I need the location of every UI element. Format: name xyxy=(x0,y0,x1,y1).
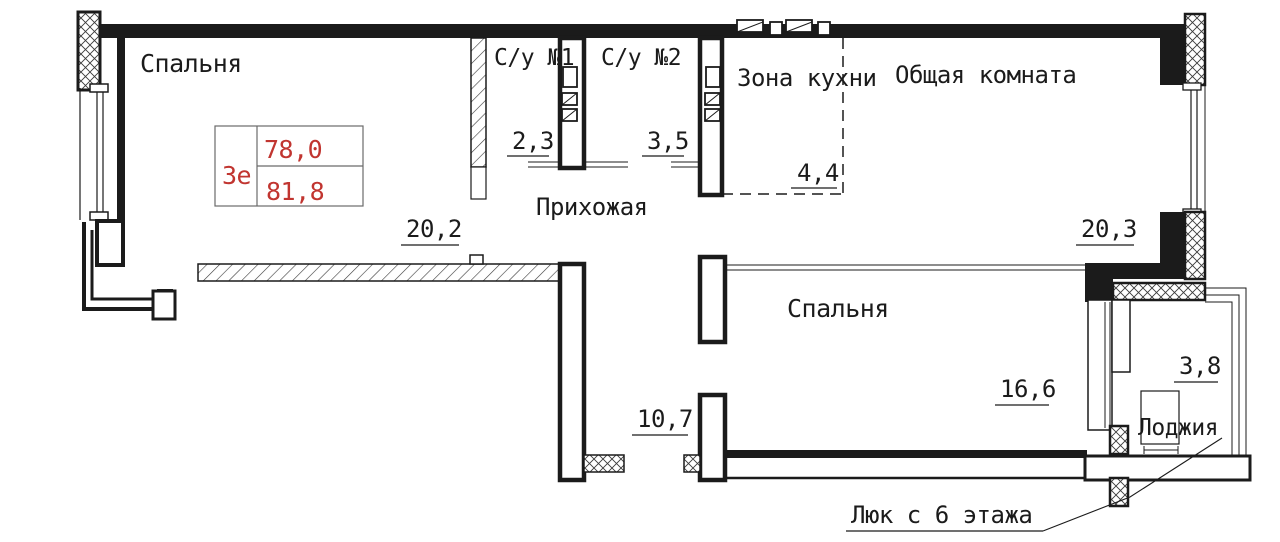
wall-top xyxy=(78,24,1185,38)
room-label-hallway: Прихожая xyxy=(536,193,648,221)
vent-box xyxy=(706,67,720,87)
balcony-window xyxy=(1112,300,1130,372)
vent-small xyxy=(470,255,483,264)
room-area-bedroom-top: 20,2 xyxy=(406,215,462,243)
wall-hallway-west xyxy=(560,264,584,480)
partition-bedroom-top-south xyxy=(198,264,560,281)
window-cap xyxy=(90,84,108,92)
window-cap xyxy=(90,212,108,220)
room-area-bathroom-2: 3,5 xyxy=(647,127,689,155)
insulation-mid-right xyxy=(1185,212,1205,279)
wall-steps-bottom-left xyxy=(84,221,175,319)
balcony-door xyxy=(1088,300,1112,430)
vent-box-top xyxy=(818,22,830,35)
room-label-bathroom-2: С/у №2 xyxy=(601,45,682,71)
loggia-slab xyxy=(1085,456,1250,480)
vent-box-top xyxy=(770,22,782,35)
wall-bedroom-west-lower xyxy=(700,395,725,480)
stamp-table xyxy=(215,126,363,206)
wall-pillar xyxy=(97,221,123,265)
hatch-note-text: Люк с 6 этажа xyxy=(851,501,1033,529)
room-label-bedroom-top: Спальня xyxy=(140,49,242,78)
wall-bedroom-bottom xyxy=(725,450,1087,458)
room-area-bathroom-1: 2,3 xyxy=(512,127,554,155)
stamp-area-total: 81,8 xyxy=(266,177,325,206)
room-area-bedroom-bottom: 16,6 xyxy=(1000,375,1056,403)
wall-corner-top-left xyxy=(78,12,100,90)
window-left xyxy=(90,84,108,220)
insulation-loggia-top xyxy=(1113,283,1205,300)
wall-stub-entry xyxy=(584,455,624,472)
room-area-kitchen-zone: 4,4 xyxy=(797,159,839,187)
room-label-kitchen-zone: Зона кухни xyxy=(737,64,877,92)
room-labels xyxy=(140,45,1221,441)
room-label-living-room: Общая комната xyxy=(895,61,1077,89)
stamp-apartment-type: 3е xyxy=(222,161,252,190)
wall-step-box xyxy=(153,291,175,319)
partition-stub xyxy=(471,167,486,199)
room-area-living-room: 20,3 xyxy=(1081,215,1137,243)
wall-stub-entry xyxy=(684,455,700,472)
room-label-bathroom-1: С/у №1 xyxy=(494,45,575,71)
wall-left-inner xyxy=(117,38,125,230)
stamp-area-living: 78,0 xyxy=(264,135,323,164)
wall-corner-top-right xyxy=(1160,38,1185,85)
window-cap xyxy=(1183,83,1201,90)
wall-pier-right xyxy=(1160,212,1185,263)
room-label-loggia: Лоджия xyxy=(1138,415,1219,441)
insulation-top-right xyxy=(1185,14,1205,85)
room-area-hallway: 10,7 xyxy=(637,405,693,433)
door-thresholds xyxy=(528,162,700,167)
partition-bedroom-bath xyxy=(471,38,486,167)
room-label-bedroom-bottom: Спальня xyxy=(787,294,889,323)
window-right-living xyxy=(1183,83,1205,216)
wall-stub-balcony xyxy=(1110,426,1128,454)
wall-bedroom-west-upper xyxy=(700,257,725,342)
room-area-loggia: 3,8 xyxy=(1179,352,1221,380)
